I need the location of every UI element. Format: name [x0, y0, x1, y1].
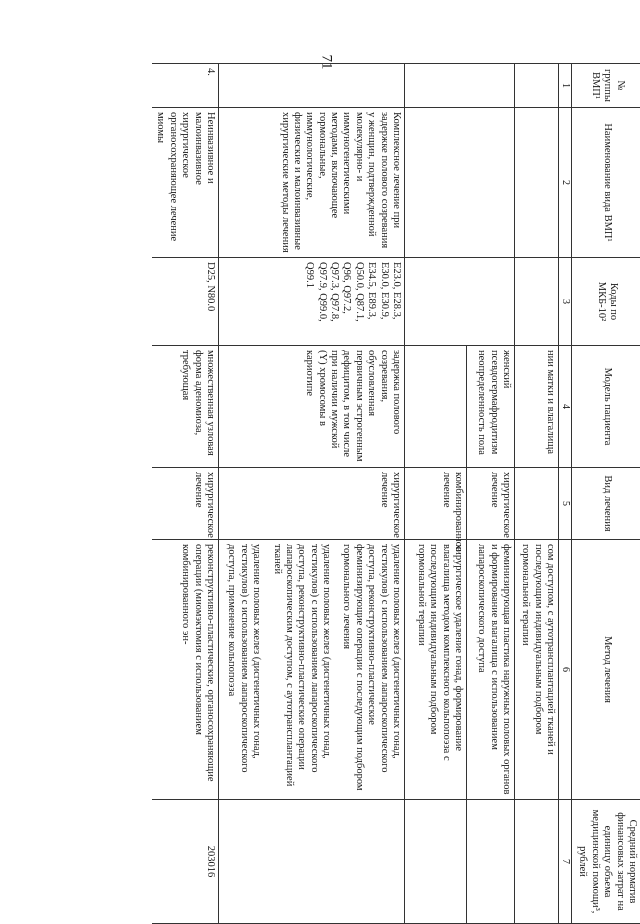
table-row [515, 64, 559, 924]
table-sheet [50, 30, 160, 140]
treatment-table [152, 63, 640, 924]
column-number: 4 [559, 346, 572, 468]
page-number-text: 71 [318, 55, 335, 70]
header-treatment-type: Вид лечения [572, 468, 640, 540]
column-number: 2 [559, 108, 572, 258]
codes-cell [405, 258, 467, 346]
model-cell: женский псевдогермафродитизм неопределенность пола [467, 346, 515, 468]
group-cell: 4. [152, 64, 218, 108]
column-number: 7 [559, 800, 572, 924]
method-text: феминизирующая пластика наружных половых органов и формирование влагалища с использованием лапароскопического доступа [475, 544, 512, 795]
method-cell [467, 540, 515, 800]
method-text: сом доступом, с аутотрансплантацией тканей и последующим индивидуальным подбором гормональной терапии [519, 544, 556, 795]
name-cell: Комплексное лечение при задержке полового созревания у женщин, подтвержденной молекулярно- и иммуногенетическими методами, включающее гормональные, иммунологические, физические и малоинвазивные хирургические методы лечения [219, 108, 405, 258]
column-number: 5 [559, 468, 572, 540]
treatment-type-cell: хирургическое лечение [219, 468, 405, 540]
group-cell [515, 64, 559, 108]
treatment-type-cell [515, 468, 559, 540]
column-number: 1 [559, 64, 572, 108]
codes-cell [515, 258, 559, 346]
treatment-type-cell: хирургическое лечение [467, 468, 515, 540]
method-text: хирургическое удаление гонад, формирование влагалища методом комплексного кольпопоэза с последующим индивидуальным подбором гормональной терапии [415, 544, 465, 795]
method-cell [152, 540, 218, 800]
header-row [572, 64, 640, 924]
method-cell [405, 540, 467, 800]
table-row [152, 64, 218, 924]
name-cell [467, 108, 515, 258]
name-cell: Неинвазивное и малоинвазивное хирургическое органосохраняющее лечение миомы [152, 108, 218, 258]
model-cell [405, 346, 467, 468]
codes-cell: D25, N80.0 [152, 258, 218, 346]
model-cell: нии матки и влагалища [515, 346, 559, 468]
method-text: удаление половых желез (дисгенетичных гонад, тестикулов) с использованием лапароскопического доступа, реконструктивно-пластические операции лапароскопическим доступом, с аутотрансплантацией тканей [270, 544, 332, 795]
method-cell [515, 540, 559, 800]
treatment-type-cell: хирургическое лечение [152, 468, 218, 540]
model-cell: множественная узловая форма аденомиоза, требующая [152, 346, 218, 468]
header-codes: Коды по МКБ-10² [572, 258, 640, 346]
name-cell [405, 108, 467, 258]
column-number: 3 [559, 258, 572, 346]
table-row [467, 64, 515, 924]
table-row [219, 64, 405, 924]
header-method: Метод лечения [572, 540, 640, 800]
treatment-type-cell: комбинированное лечение [405, 468, 467, 540]
codes-cell [467, 258, 515, 346]
group-cell [467, 64, 515, 108]
header-name: Наименование вида ВМП¹ [572, 108, 640, 258]
column-number: 6 [559, 540, 572, 800]
header-model: Модель пациента [572, 346, 640, 468]
price-cell: 203016 [152, 800, 218, 924]
codes-cell: E23.0, E28.3, E30.0, E30.9, E34.5, E89.3, Q50.0, Q87.1, Q96, Q97.2, Q97.3, Q97.8, Q97.9, Q99.0, Q99.1 [219, 258, 405, 346]
method-text: удаление половых желез (дисгенетичных гонад, тестикулов) с использованием лапароскопического доступа, реконструктивно-пластические феминизирующие операции с последующим подбором гормонального лечения [340, 544, 402, 795]
method-text: реконструктивно-пластические, органосохраняющие операции (миомэктомия с использованием комбинированного эн- [179, 544, 216, 795]
method-cell [219, 540, 405, 800]
model-cell: задержка полового созревания, обусловленная первичным эстрогенным дефицитом, в том числе при наличии мужской (Y) хромосомы в кариотипе [219, 346, 405, 468]
rotated-table-wrapper [103, 63, 640, 923]
group-cell [219, 64, 405, 108]
method-text: удаление половых желез (дисгенетичных гонад, тестикулов) с использованием лапароскопического доступа, применение кольпопоэза [225, 544, 262, 795]
column-number-row [559, 64, 572, 924]
group-cell [405, 64, 467, 108]
name-cell [515, 108, 559, 258]
header-price: Средний норматив финансовых затрат на единицу объема медицинской помощи³, рублей [572, 800, 640, 924]
header-group: № группы ВМП¹ [572, 64, 640, 108]
table-row [405, 64, 467, 924]
